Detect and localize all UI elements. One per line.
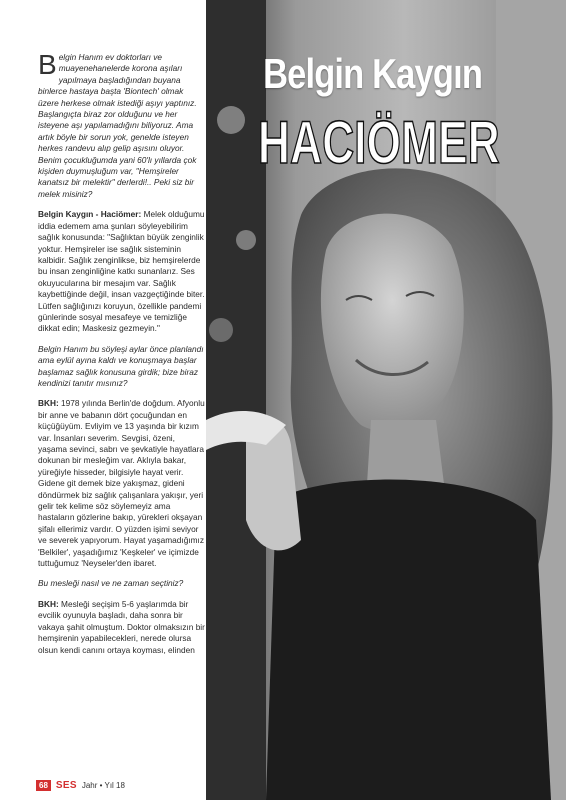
- answer-2: [38, 398, 206, 569]
- question-3: Bu mesleği nasıl ve ne zaman seçtiniz?: [38, 578, 184, 589]
- magazine-logo: SES: [55, 779, 77, 791]
- title-name: Belgin Kaygın: [263, 50, 482, 97]
- answer-1-text: Melek olduğumu iddia edemem ama şunları söyleyebilirim sağlık konusunda: "Sağlıktan büyük zenginlik yoktur. Hemşireler ise sağlık sisteminin kalbidir. Sağlık zenginlikse, biz hemşirelerde bu insan zenginliğine katkı sunanlarız. Ses okuyucularına bir mesajım var. Sağlık kaybettiğinde değil, insan vazgeçtiğinde biter. Lütfen sağlığınızı koruyun, özellikle pandemi günlerinde sosyal mesafeye ve temizliğe dikkat edin; Maskesiz gezmeyin.": [38, 209, 205, 334]
- answer-3-lead: BKH:: [38, 598, 59, 609]
- page-footer: [36, 777, 125, 793]
- title-surname: HACIÖMER: [258, 109, 500, 176]
- intro-text: elgin Hanım ev doktorları ve muayenehanelerde korona aşıları yapılmaya başladığından buyana binlerce hastaya başta 'Biontech' olmak üzere herkese olmak istediği aşıyı yaptınız. Başlangıçta biraz zor olduğunu ve her isteyene aşı yapılamadığını biliyoruz. Ama artık böyle bir sorun yok, genelde isteyen herkes randevu alıp gelip aşısını oluyor. Benim çocukluğumda yani 60'lı yıllarda çok kişiden duymuşluğum var, "Hemşireler kanatsız bir melektir" derlerdi!.. Peki siz bir melek misiniz?: [38, 52, 197, 199]
- answer-2-text: 1978 yılında Berlin'de doğdum. Afyonlu bir anne ve babanın dört çocuğundan en küçüğüyüm. Evliyim ve 13 yaşında bir kızım var. İnsanları severim. Sevgisi, özeni, yaşama sevinci, sabrı ve şevkatiyle hayatlara dokunan bir mesleğim var. Aklıyla bakar, yüreğiyle hisseder, bilgisiyle hayat verir. Gidene git demek bize yakışmaz, gideni döndürmek biz sağlık çalışanlara yakışır, yeri gelir tek kelime söz söylemeyiz ama hastaların gözlerine bakıp, yürekleri okşayan şifalı ellerimiz vardır. O yüzden işimi seviyor ve severek yapıyorum. Hayat yaşamadığımız 'Belkiler', yaşadığımız 'Keşkeler' ve içimizde tuttuğumuz 'Neyseler'den ibaret.: [38, 398, 205, 569]
- article-column: [38, 49, 206, 665]
- answer-2-lead: BKH:: [38, 398, 59, 409]
- drop-cap: B: [38, 49, 57, 80]
- answer-1-lead: Belgin Kaygın - Haciömer:: [38, 209, 142, 220]
- page-number: 68: [36, 780, 51, 791]
- answer-3-text: Mesleği seçişim 5-6 yaşlarımda bir evcilik oyunuyla başladı, daha sonra bir vakaya şahit olmuştum. Doktor olmaksızın bir hemşirenin yapabilecekleri, nerede olursa olsun kendi canını ortaya koyması, elinden: [38, 598, 205, 655]
- issue-info: Jahr • Yıl 18: [81, 780, 125, 790]
- answer-3: [38, 599, 206, 656]
- answer-1: [38, 209, 206, 334]
- question-2: Belgin Hanım bu söyleşi aylar önce planlandı ama eylül ayına kaldı ve konuşmaya başlar başlamaz sağlık konusuna girdik; bize biraz kendinizi tanıtır mısınız?: [38, 343, 204, 388]
- intro-question: [38, 49, 206, 200]
